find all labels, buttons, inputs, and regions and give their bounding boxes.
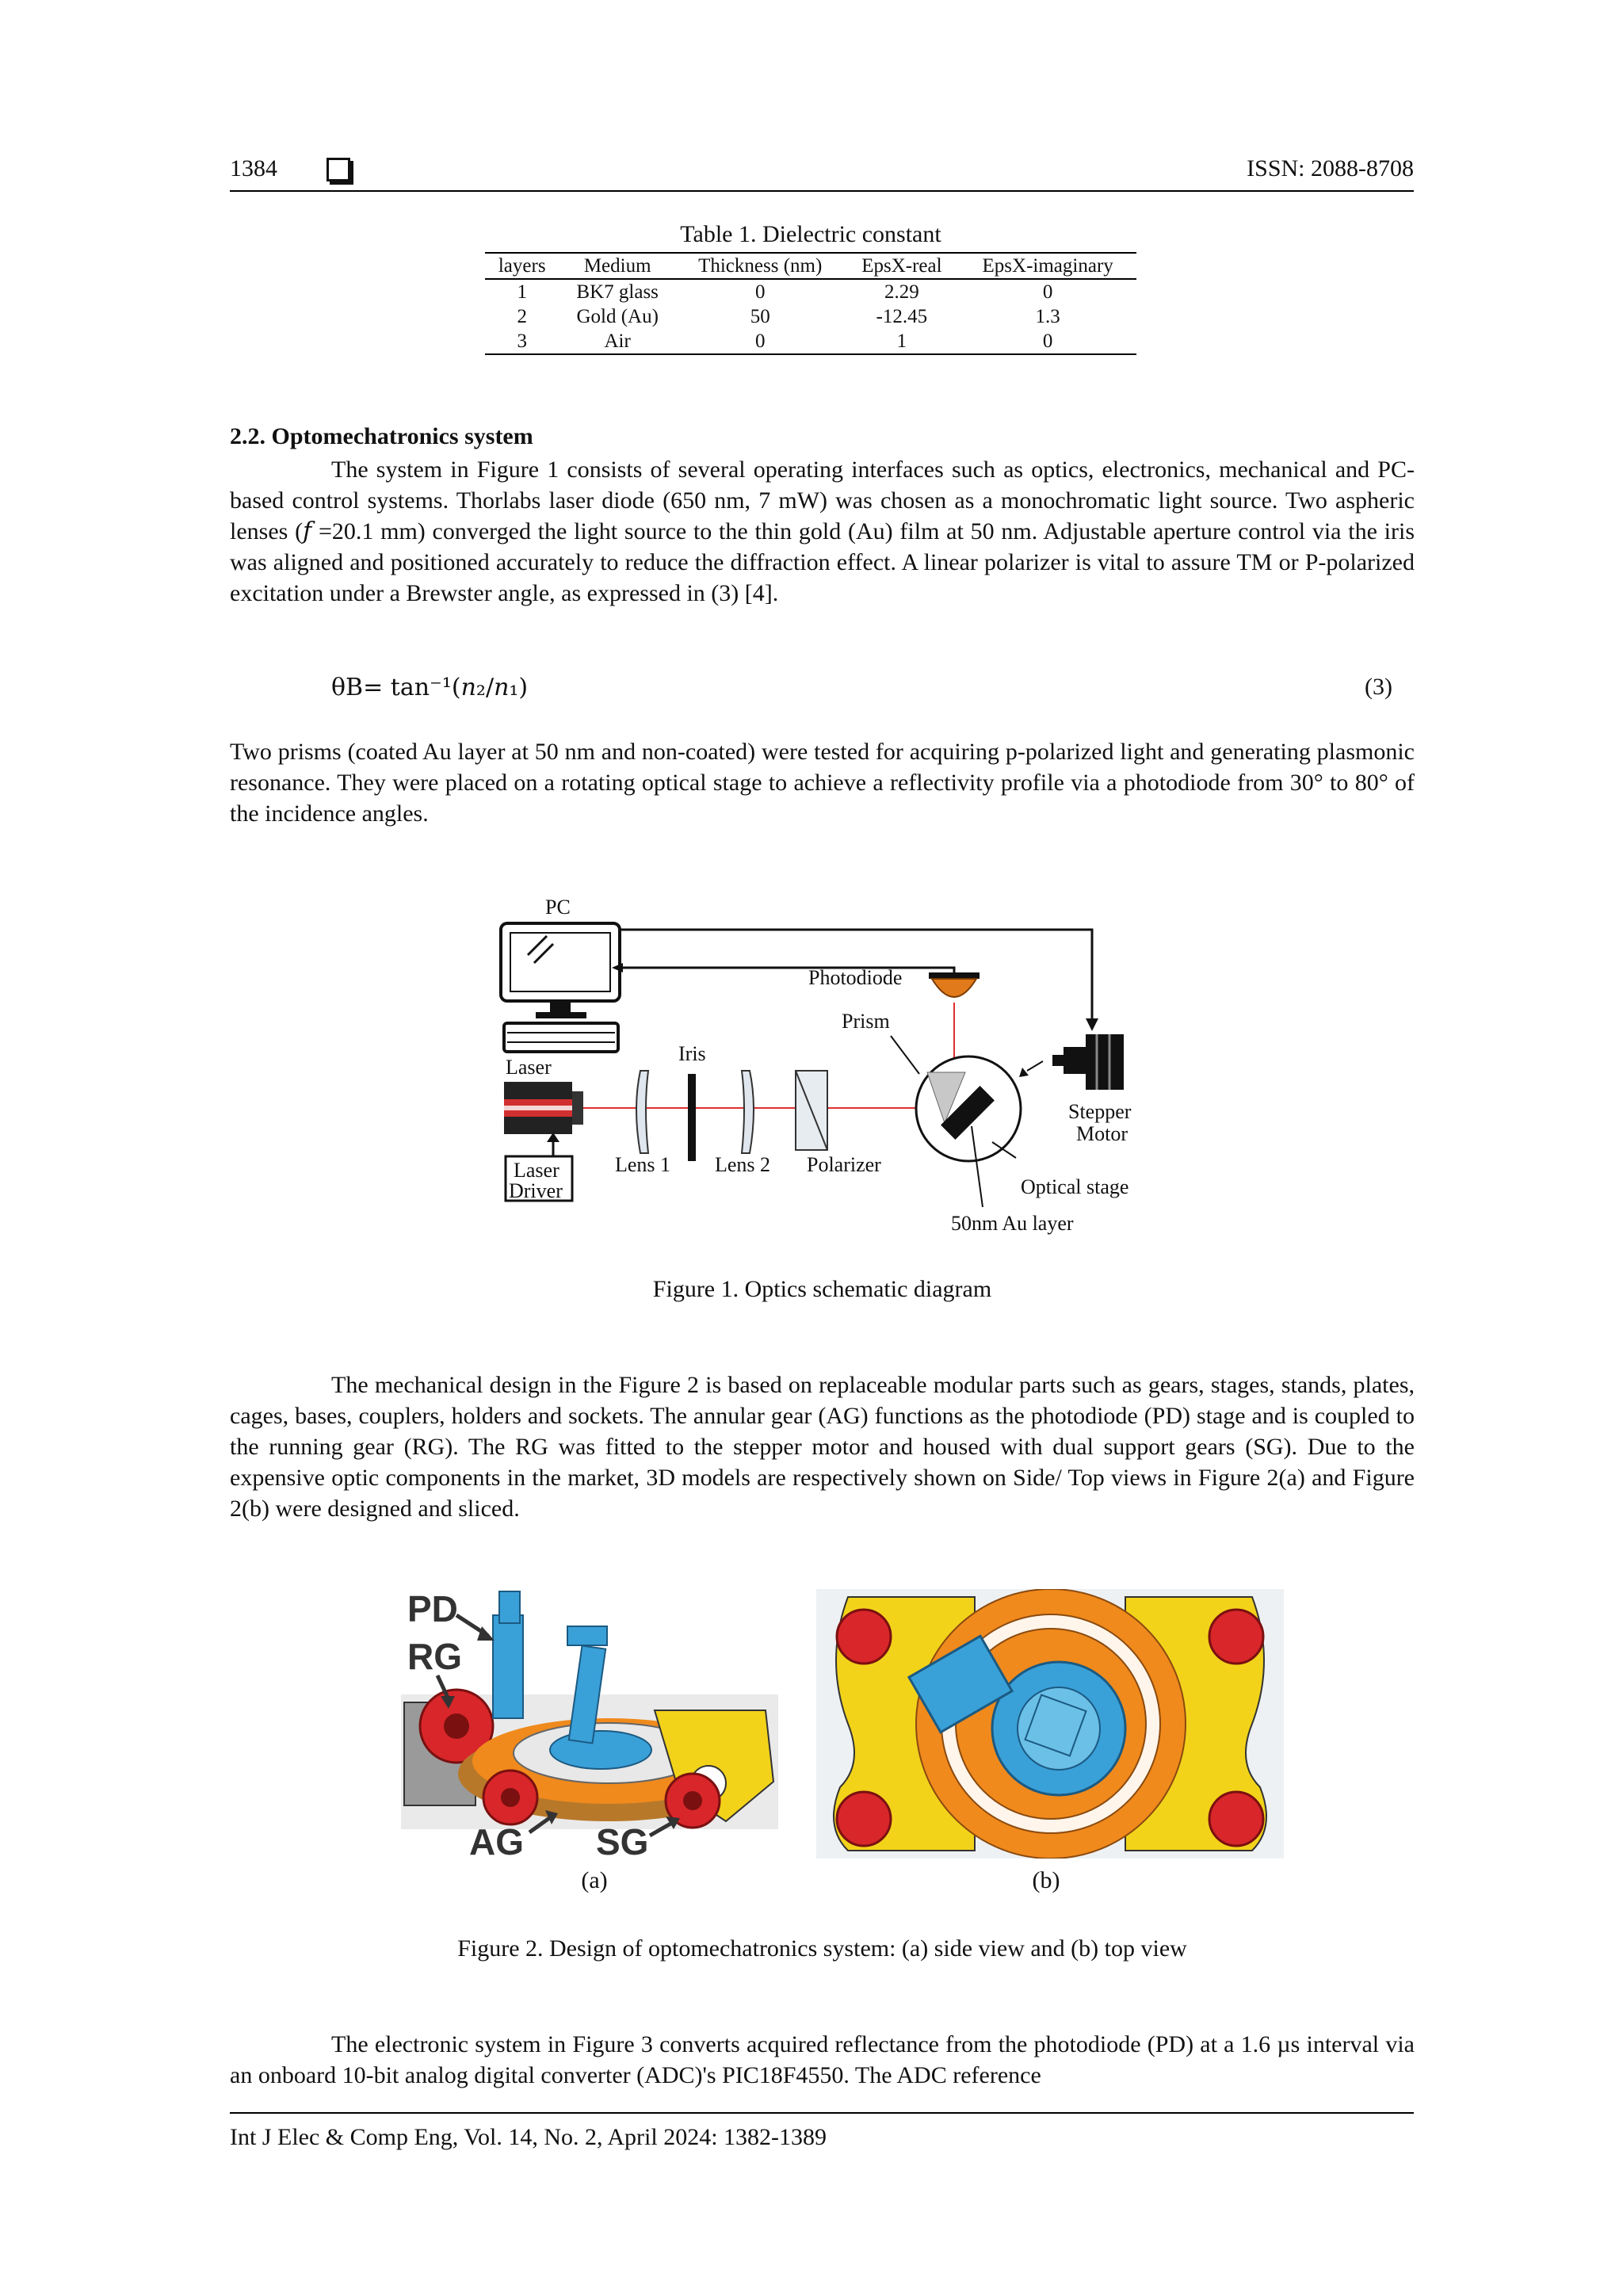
table-cell: 0	[959, 329, 1136, 354]
paragraph-4: The electronic system in Figure 3 converts acquired reflectance from the photodiode (PD) at a 1.6 µs interval via an onboard 10-bit analog digital converter (ADC)'s PIC18F4550. The ADC reference	[230, 2031, 1415, 2088]
laser-icon	[504, 1082, 583, 1134]
laser-driver-label-2: Driver	[509, 1179, 563, 1202]
side-view-render	[393, 1584, 786, 1858]
equation: θB= tan⁻¹(𝑛₂/𝑛₁)	[331, 674, 529, 701]
optical-stage-icon	[916, 1056, 1021, 1161]
table-cell: Gold (Au)	[576, 306, 659, 327]
lens-2-label: Lens 2	[715, 1153, 771, 1176]
table-cell: 2.29	[884, 281, 919, 303]
ag-label: AG	[469, 1821, 524, 1858]
iris-label: Iris	[678, 1042, 706, 1065]
table-row	[485, 329, 1136, 354]
paragraph-2: Two prisms (coated Au layer at 50 nm and non-coated) were tested for acquiring p-polarized light and generating plasmonic resonance. They were placed on a rotating optical stage to achieve a reflectivity profile via a photodiode from 30° to 80° of the incidence angles.	[230, 739, 1415, 827]
laser-driver-label-1: Laser	[514, 1159, 559, 1182]
pc-label: PC	[545, 896, 571, 919]
prism-label: Prism	[842, 1010, 890, 1033]
au-layer-label: 50nm Au layer	[951, 1212, 1074, 1235]
table-header-row	[485, 253, 1136, 279]
pc-monitor-icon	[501, 923, 620, 1018]
table-cell: 2	[517, 306, 527, 327]
figure-2b-label: (b)	[1032, 1867, 1060, 1893]
table-cell: 0	[1042, 281, 1053, 303]
table-cell: 3	[485, 329, 559, 354]
table-row	[485, 279, 1136, 304]
table-col-header: EpsX-imaginary	[959, 253, 1136, 279]
table-cell: 0	[676, 329, 845, 354]
table-caption: Table 1. Dielectric constant	[680, 221, 941, 247]
sg-label: SG	[596, 1821, 649, 1858]
figure-2a-label: (a)	[581, 1867, 608, 1893]
keyboard-icon	[504, 1023, 618, 1052]
stepper-label-2: Motor	[1076, 1122, 1128, 1145]
polarizer-label: Polarizer	[807, 1153, 881, 1176]
laser-label: Laser	[506, 1056, 552, 1079]
lens-1-label: Lens 1	[615, 1153, 671, 1176]
table-cell: 1	[844, 329, 959, 354]
equation-number: (3)	[1365, 674, 1392, 700]
iris-icon	[688, 1074, 696, 1161]
figure-1-caption: Figure 1. Optics schematic diagram	[652, 1276, 992, 1302]
footer-citation: Int J Elec & Comp Eng, Vol. 14, No. 2, April 2024: 1382-1389	[230, 2124, 827, 2150]
pd-label: PD	[407, 1588, 458, 1629]
table-cell: BK7 glass	[576, 281, 659, 303]
table-cell: 0	[754, 281, 766, 303]
table-cell: -12.45	[876, 306, 928, 327]
table-cell: Air	[559, 329, 675, 354]
figure-2-caption: Figure 2. Design of optomechatronics system: (a) side view and (b) top view	[457, 1935, 1187, 1962]
checkbox-square-icon	[327, 158, 350, 181]
paragraph-1: The system in Figure 1 consists of several operating interfaces such as optics, electronics, mechanical and PC-based control systems. Thorlabs laser diode (650 nm, 7 mW) was chosen as a monochromatic light source. Two aspheric lenses (𝑓 =20.1 mm) converged the light source to the thin gold (Au) film at 50 nm. Adjustable aperture control via the iris was aligned and positioned accurately to reduce the diffraction effect. A linear polarizer is vital to assure TM or P-polarized excitation under a Brewster angle, as expressed in (3) [4].	[230, 457, 1415, 606]
optics-schematic	[475, 892, 1173, 1240]
photodiode-icon	[929, 972, 980, 997]
stepper-label-1: Stepper	[1068, 1100, 1132, 1123]
polarizer-icon	[796, 1071, 827, 1150]
top-view-render	[816, 1589, 1284, 1859]
table-col-header: EpsX-real	[844, 253, 959, 279]
section-heading: 2.2. Optomechatronics system	[230, 423, 533, 449]
issn: ISSN: 2088-8708	[1247, 155, 1414, 181]
table-1	[485, 252, 1136, 355]
photodiode-to-pc-wire	[623, 968, 954, 969]
table-col-header: Thickness (nm)	[676, 253, 845, 279]
table-col-header: layers	[485, 253, 559, 279]
table-col-header: Medium	[559, 253, 675, 279]
table-cell: 50	[750, 306, 770, 327]
paragraph-3: The mechanical design in the Figure 2 is based on replaceable modular parts such as gears, stages, stands, plates, cages, bases, couplers, holders and sockets. The annular gear (AG) functions as the photodiode (PD) stage and is coupled to the running gear (RG). The RG was fitted to the stepper motor and housed with dual support gears (SG). Due to the expensive optic components in the market, 3D models are respectively shown on Side/ Top views in Figure 2(a) and Figure 2(b) were designed and sliced.	[230, 1372, 1415, 1522]
rg-label: RG	[407, 1636, 462, 1677]
optical-stage-label: Optical stage	[1021, 1175, 1129, 1198]
table-row	[485, 304, 1136, 329]
lens-1-icon	[636, 1071, 648, 1153]
header-rule	[230, 190, 1414, 192]
table-cell: 1.3	[1035, 306, 1060, 327]
footer-rule	[230, 2112, 1414, 2114]
lens-2-icon	[742, 1071, 754, 1153]
stepper-motor-icon	[1052, 1034, 1124, 1090]
table-cell: 1	[517, 281, 527, 303]
page-number: 1384	[230, 155, 277, 181]
photodiode-label: Photodiode	[808, 966, 903, 989]
